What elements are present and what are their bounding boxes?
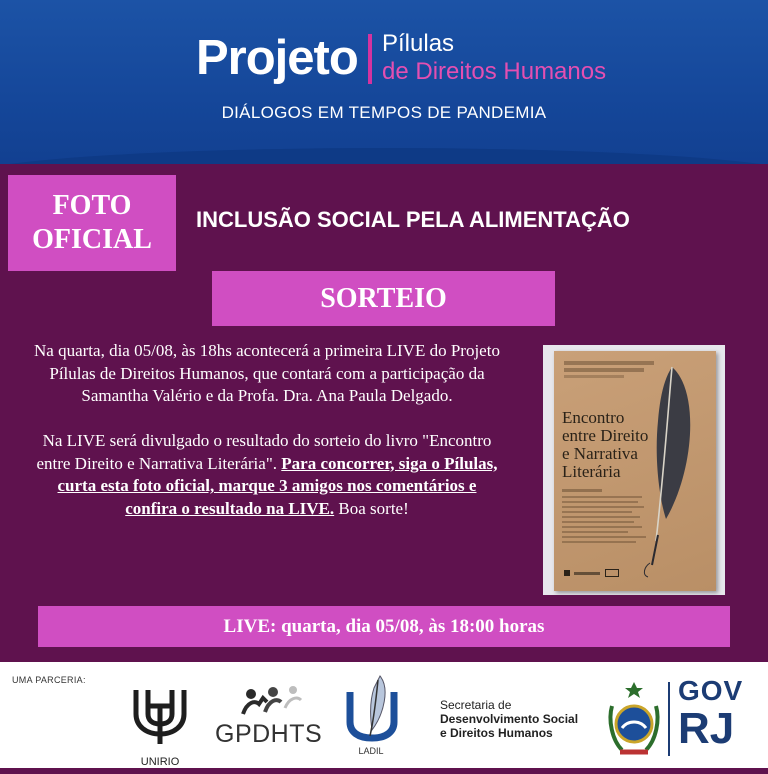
header-swoosh xyxy=(0,148,768,164)
header-banner xyxy=(0,0,768,164)
secretaria-line3: e Direitos Humanos xyxy=(440,726,553,740)
book-cover xyxy=(554,351,716,591)
paragraph-instructions: Para concorrer, siga o Pílulas, curta esta foto oficial, marque 3 amigos nos comentários e confira o resultado na LIVE. xyxy=(57,453,498,518)
secretaria-logo-text xyxy=(440,698,578,740)
badge-line1: FOTO xyxy=(52,190,132,221)
unirio-logo xyxy=(130,684,190,774)
paragraph-plain: Na LIVE será divulgado o resultado do sorteio do livro "Encontro entre Direito e Narrativa Literária". xyxy=(36,431,492,473)
brand-divider xyxy=(368,34,372,84)
foto-oficial-badge xyxy=(8,175,176,271)
header-subtitle: DIÁLOGOS EM TEMPOS DE PANDEMIA xyxy=(221,103,547,122)
ladil-feather-icon xyxy=(344,674,400,746)
gpdhts-logo xyxy=(215,682,325,762)
coat-of-arms-icon xyxy=(606,680,662,762)
paragraph-end: Boa sorte! xyxy=(334,498,409,518)
book-photo xyxy=(543,345,725,595)
book-title-line1: Encontro xyxy=(562,408,625,427)
partners-footer xyxy=(0,662,768,768)
ladil-label: LADIL xyxy=(358,746,384,756)
gov-rj-logo xyxy=(678,676,743,752)
announcement-text xyxy=(30,340,504,520)
brand-line2: de Direitos Humanos xyxy=(382,58,607,85)
gov-divider xyxy=(668,682,670,756)
gpdhts-figures-icon xyxy=(239,684,309,720)
gov-line2: RJ xyxy=(678,704,735,753)
book-title-line3: e Narrativa xyxy=(562,444,638,463)
book-title-line2: entre Direito xyxy=(562,426,649,445)
unirio-emblem-icon xyxy=(130,684,190,744)
live-date-banner: LIVE: quarta, dia 05/08, às 18:00 horas xyxy=(38,606,730,647)
secretaria-line2: Desenvolvimento Social xyxy=(440,712,579,726)
badge-line2: OFICIAL xyxy=(32,224,152,255)
partnership-label: UMA PARCERIA: xyxy=(12,675,86,685)
gov-line1: GOV xyxy=(678,675,744,706)
unirio-label: UNIRIO xyxy=(140,756,180,768)
book-contributors xyxy=(562,489,657,543)
rj-coat-of-arms xyxy=(606,680,662,762)
brand-line1: Pílulas xyxy=(382,30,455,57)
paragraph-sorteio-info xyxy=(30,430,504,520)
book-title-line4: Literária xyxy=(562,462,621,481)
ladil-logo xyxy=(344,674,400,766)
gpdhts-label: GPDHTS xyxy=(215,720,323,748)
book-title xyxy=(562,409,682,481)
brand-projeto: Projeto xyxy=(196,31,358,85)
sorteio-banner: SORTEIO xyxy=(212,271,555,326)
book-publisher-mark xyxy=(564,569,619,577)
secretaria-line1: Secretaria de xyxy=(440,698,512,712)
topic-title: INCLUSÃO SOCIAL PELA ALIMENTAÇÃO xyxy=(196,207,630,232)
paragraph-live-info: Na quarta, dia 05/08, às 18hs acontecerá a primeira LIVE do Projeto Pílulas de Direitos Humanos, que contará com a participação da Samantha Valério e da Profa. Dra. Ana Paula Delgado. xyxy=(34,341,500,405)
